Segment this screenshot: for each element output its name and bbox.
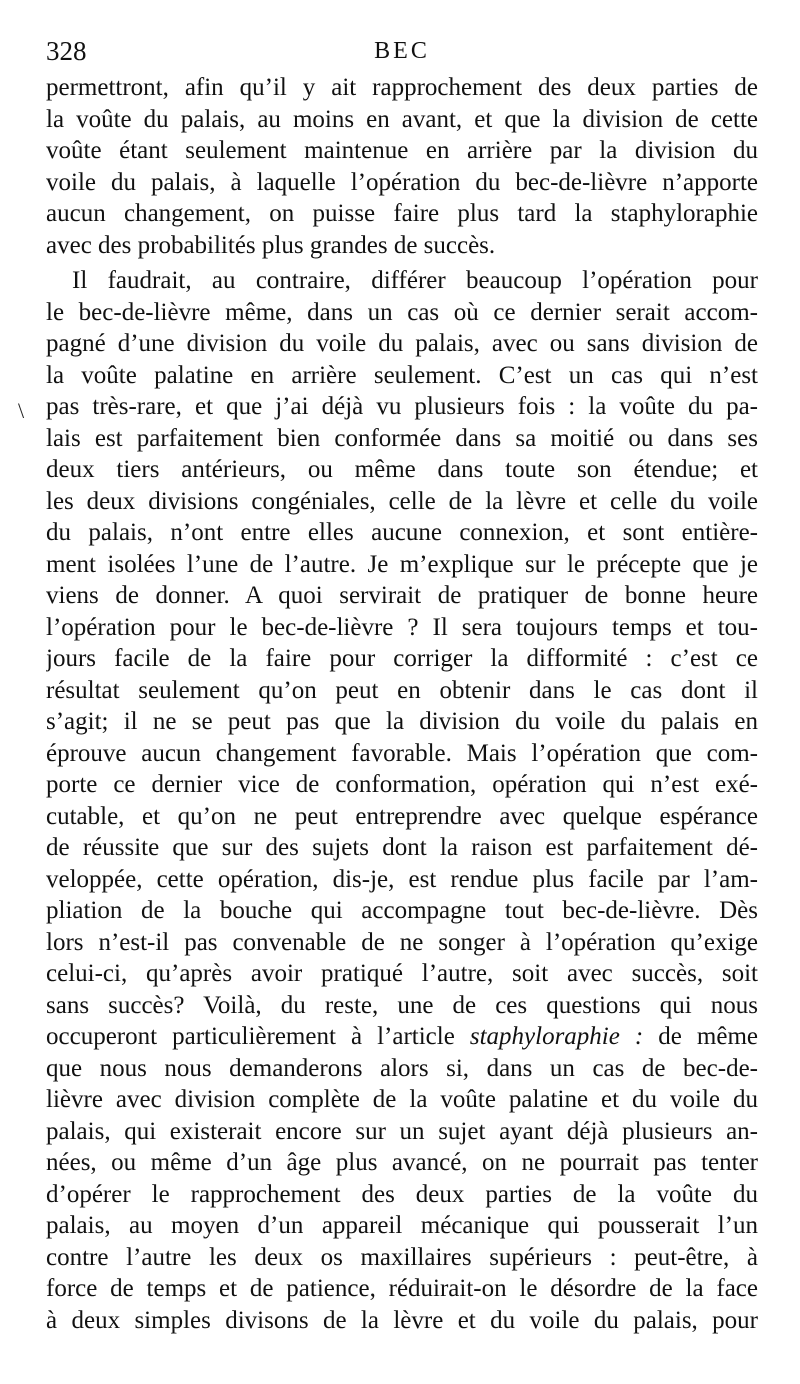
text-line: pas très-rare, et que j’ai déjà vu plusieurs fois : la voûte du pa-	[46, 393, 758, 420]
text-line: deux tiers antérieurs, ou même dans toute son étendue; et	[46, 456, 758, 483]
text-line: aucun changement, on puisse faire plus tard la staphyloraphie	[46, 200, 758, 227]
text-line: voile du palais, à laquelle l’opération du bec-de-lièvre n’apporte	[46, 168, 758, 196]
text-line: force de temps et de patience, réduirait-on le désordre de la face	[46, 1275, 758, 1302]
body-text	[46, 72, 758, 1336]
text-line: nées, ou même d’un âge plus avancé, on ne pourrait pas tenter	[46, 1149, 758, 1176]
text-line: les deux divisions congéniales, celle de la lèvre et celle du voile	[46, 487, 758, 515]
text-line: du palais, n’ont entre elles aucune connexion, et sont entière-	[46, 519, 758, 546]
italic-term: staphyloraphie :	[469, 1023, 644, 1050]
running-head	[46, 36, 758, 66]
text-line: lors n’est-il pas convenable de ne songer à l’opération qu’exige	[46, 928, 758, 956]
margin-mark: \	[18, 398, 25, 423]
text-line: permettront, afin qu’il y ait rapprochement des deux parties de	[46, 74, 758, 101]
text-line: de réussite que sur des sujets dont la raison est parfaitement dé-	[46, 834, 758, 861]
text-line: Il faudrait, au contraire, différer beaucoup l’opération pour	[72, 267, 758, 294]
text-line: contre l’autre les deux os maxillaires supérieurs : peut-être, à	[46, 1243, 758, 1271]
text-line: le bec-de-lièvre même, dans un cas où ce dernier serait accom-	[46, 298, 758, 326]
text-run: occuperont particulièrement à l’article	[46, 1023, 455, 1050]
text-line: celui-ci, qu’après avoir pratiqué l’autre, soit avec succès, soit	[46, 960, 758, 987]
text-line: pliation de la bouche qui accompagne tout bec-de-lièvre. Dès	[46, 897, 758, 924]
text-line: s’agit; il ne se peut pas que la division du voile du palais en	[46, 708, 758, 735]
text-line: lièvre avec division complète de la voûte palatine et du voile du	[46, 1086, 758, 1113]
text-line: lais est parfaitement bien conformée dans sa moitié ou dans ses	[46, 424, 758, 452]
text-run: de même	[658, 1023, 758, 1050]
text-line-with-italic	[46, 1021, 758, 1053]
text-line: palais, au moyen d’un appareil mécanique qui pousserait l’un	[46, 1212, 758, 1239]
text-line: veloppée, cette opération, dis-je, est rendue plus facile par l’am-	[46, 865, 758, 893]
text-line: l’opération pour le bec-de-lièvre ? Il sera toujours temps et tou-	[46, 613, 758, 641]
text-line: pagné d’une division du voile du palais, avec ou sans division de	[46, 330, 758, 357]
text-line: viens de donner. A quoi servirait de pratiquer de bonne heure	[46, 582, 758, 609]
page-number: 328	[46, 36, 87, 66]
running-title: BEC	[374, 38, 430, 64]
text-line: cutable, et qu’on ne peut entreprendre avec quelque espérance	[46, 802, 758, 830]
text-line: éprouve aucun changement favorable. Mais l’opération que com-	[46, 739, 758, 767]
text-line: que nous nous demanderons alors si, dans un cas de bec-de-	[46, 1054, 758, 1082]
text-line: ment isolées l’une de l’autre. Je m’explique sur le précepte que je	[46, 550, 758, 578]
text-line: porte ce dernier vice de conformation, opération qui n’est exé-	[46, 771, 758, 798]
text-line: voûte étant seulement maintenue en arrière par la division du	[46, 137, 758, 164]
text-line: d’opérer le rapprochement des deux parties de la voûte du	[46, 1180, 758, 1208]
text-line: à deux simples divisons de la lèvre et du voile du palais, pour	[46, 1306, 758, 1334]
text-line: résultat seulement qu’on peut en obtenir dans le cas dont il	[46, 676, 758, 704]
text-line: la voûte du palais, au moins en avant, et que la division de cette	[46, 105, 758, 133]
text-line: avec des probabilités plus grandes de succès.	[46, 231, 496, 259]
text-line: sans succès? Voilà, du reste, une de ces questions qui nous	[46, 991, 758, 1019]
text-line: la voûte palatine en arrière seulement. C’est un cas qui n’est	[46, 361, 758, 389]
text-line: palais, qui existerait encore sur un sujet ayant déjà plusieurs an-	[46, 1117, 758, 1145]
text-line: jours facile de la faire pour corriger la difformité : c’est ce	[46, 645, 758, 672]
